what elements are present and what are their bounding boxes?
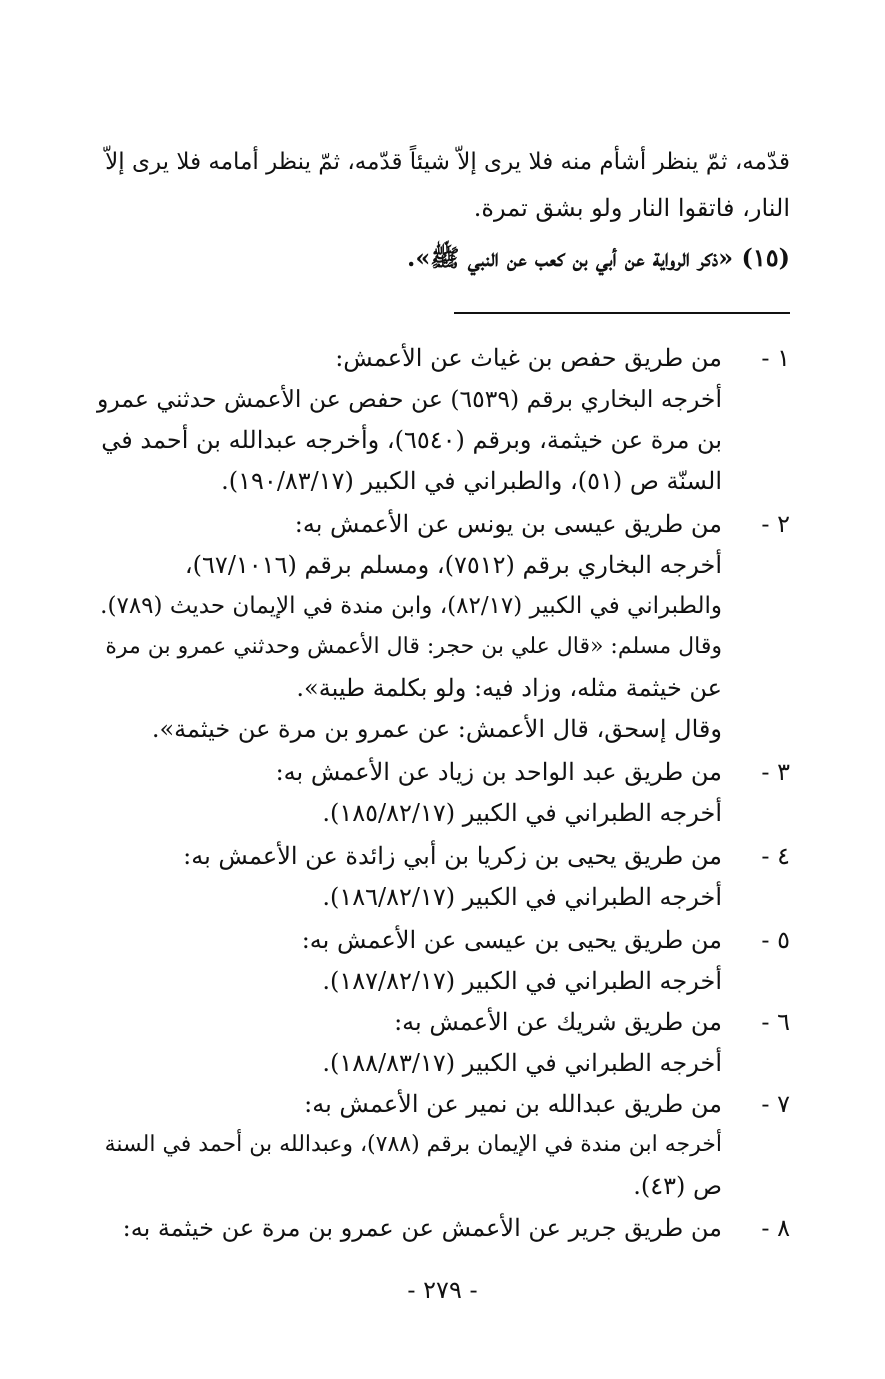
footnote-line: بن مرة عن خيثمة، وبرقم (٦٥٤٠)، وأخرجه عبدالله بن أحمد في — [101, 426, 722, 454]
footnote-line: وقال مسلم: «قال علي بن حجر: قال الأعمش وحدثني عمرو بن مرة — [105, 634, 722, 659]
main-text-line-1: قدّمه، ثمّ ينظر أشأم منه فلا يرى إلاّ شيئاً قدّمه، ثمّ ينظر أمامه فلا يرى إلاّ — [105, 149, 790, 175]
main-text-line-2: النار، فاتقوا النار ولو بشق تمرة. — [473, 194, 790, 222]
footnote-line: والطبراني في الكبير (٨٢/١٧)، وابن مندة في الإيمان حديث (٧٨٩). — [100, 593, 722, 619]
footnote-separator — [454, 312, 790, 314]
footnote-title: من طريق جرير عن الأعمش عن عمرو بن مرة عن خيثمة به: — [122, 1214, 722, 1242]
footnote-number: ٤ - — [761, 842, 790, 870]
footnote-line: السنّة ص (٥١)، والطبراني في الكبير (١٩٠/٨٣/١٧). — [221, 467, 722, 495]
footnote-number: ٣ - — [761, 758, 790, 786]
footnote-number: ٨ - — [761, 1214, 790, 1242]
footnote-line: أخرجه البخاري برقم (٦٥٣٩) عن حفص عن الأعمش حدثني عمرو — [97, 385, 722, 413]
footnote-title: من طريق حفص بن غياث عن الأعمش: — [335, 344, 722, 372]
footnote-line: أخرجه الطبراني في الكبير (١٨٦/٨٢/١٧). — [322, 883, 722, 911]
footnote-title: من طريق عبد الواحد بن زياد عن الأعمش به: — [275, 758, 722, 786]
footnote-line: أخرجه البخاري برقم (٧٥١٢)، ومسلم برقم (٦٧/١٠١٦)، — [184, 551, 722, 579]
footnote-number: ٧ - — [761, 1090, 790, 1118]
footnote-number: ٦ - — [761, 1008, 790, 1036]
section-heading: (١٥) «ذكر الرواية عن أبي بن كعب عن النبي ﷺ». — [407, 243, 790, 272]
footnote-title: من طريق شريك عن الأعمش به: — [394, 1008, 722, 1036]
footnote-line: ص (٤٣). — [633, 1172, 722, 1200]
page-number: - ٢٧٩ - — [407, 1276, 478, 1304]
footnote-line: أخرجه الطبراني في الكبير (١٨٧/٨٢/١٧). — [322, 967, 722, 995]
footnote-number: ٥ - — [761, 926, 790, 954]
footnote-title: من طريق يحيى بن عيسى عن الأعمش به: — [301, 926, 722, 954]
footnote-line: عن خيثمة مثله، وزاد فيه: ولو بكلمة طيبة». — [296, 674, 722, 702]
footnote-title: من طريق عيسى بن يونس عن الأعمش به: — [294, 510, 722, 538]
footnote-number: ٢ - — [761, 510, 790, 538]
footnote-line: أخرجه ابن مندة في الإيمان برقم (٧٨٨)، وعبدالله بن أحمد في السنة — [104, 1132, 722, 1157]
footnote-line: أخرجه الطبراني في الكبير (١٨٥/٨٢/١٧). — [322, 799, 722, 827]
footnote-line: أخرجه الطبراني في الكبير (١٨٨/٨٣/١٧). — [322, 1049, 722, 1077]
footnote-number: ١ - — [761, 344, 790, 372]
footnote-line: وقال إسحق، قال الأعمش: عن عمرو بن مرة عن خيثمة». — [151, 715, 722, 743]
footnote-title: من طريق يحيى بن زكريا بن أبي زائدة عن الأعمش به: — [183, 842, 722, 870]
footnote-title: من طريق عبدالله بن نمير عن الأعمش به: — [304, 1090, 722, 1118]
